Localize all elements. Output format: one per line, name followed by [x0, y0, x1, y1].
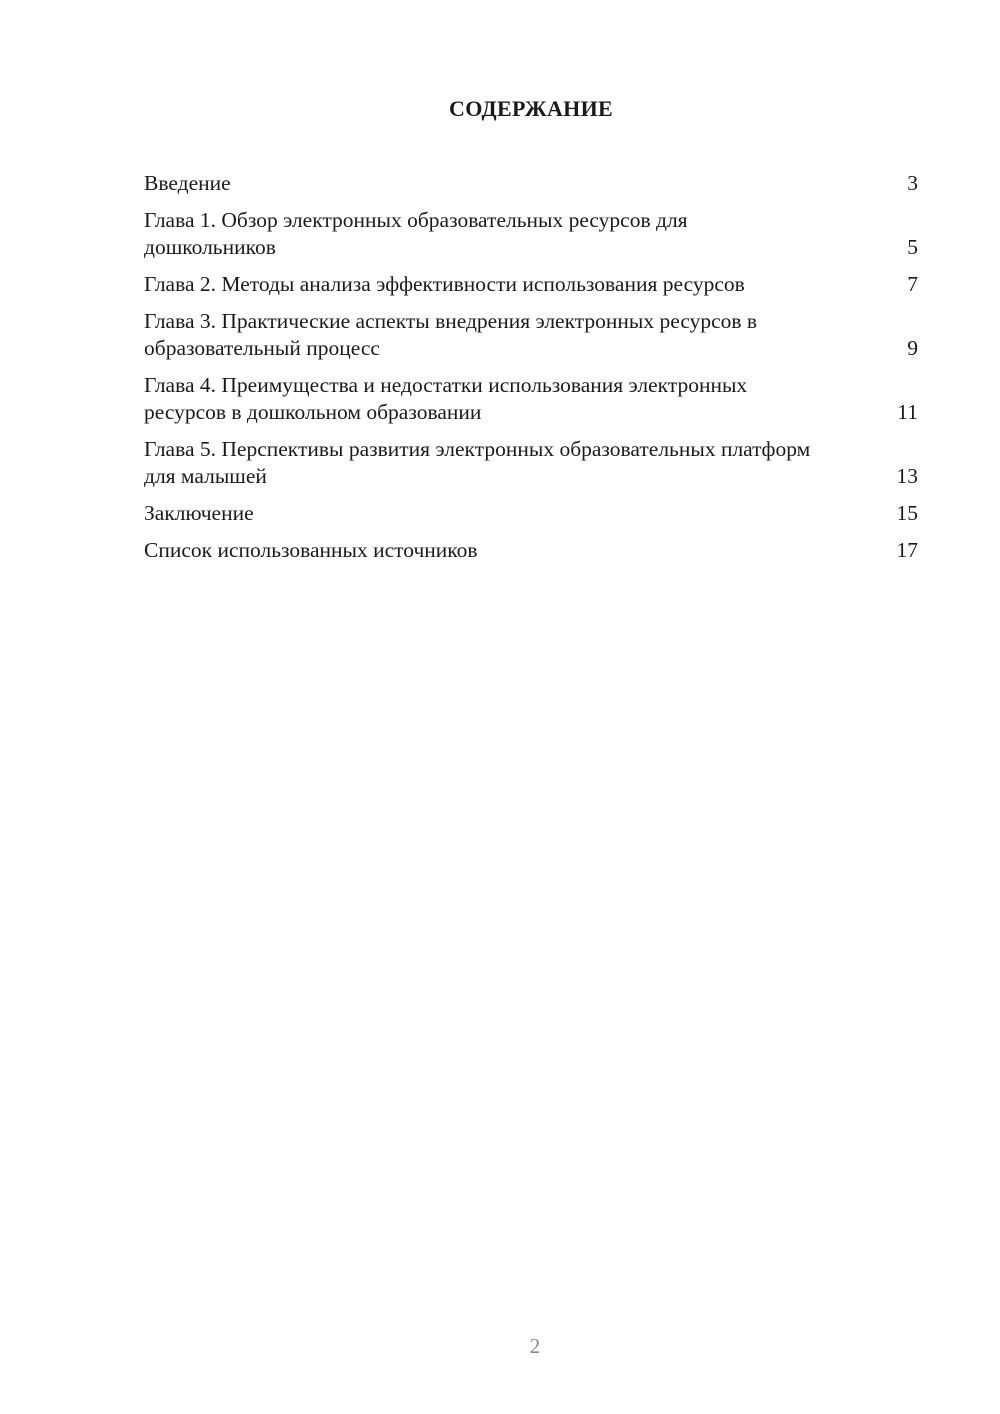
- toc-entry-page-number: 3: [907, 171, 918, 195]
- toc-entry-page-number: 17: [896, 538, 918, 562]
- page-title: СОДЕРЖАНИЕ: [449, 96, 613, 121]
- toc-entry-chapter-1: [144, 207, 918, 261]
- toc-entry-label: Заключение: [144, 501, 254, 525]
- toc-entry-page-number: 13: [896, 464, 918, 488]
- toc-entry-label: Глава 1. Обзор электронных образовательных ресурсов для дошкольников: [144, 208, 688, 259]
- toc-entry-conclusion: [144, 500, 918, 527]
- toc-entry-page-number: 9: [907, 336, 918, 360]
- toc-entry-label: Глава 2. Методы анализа эффективности использования ресурсов: [144, 272, 745, 296]
- toc-entry-page-number: 11: [897, 400, 918, 424]
- toc-entry-label: Глава 5. Перспективы развития электронных образовательных платформ для малышей: [144, 437, 811, 488]
- toc-entry-chapter-2: [144, 271, 918, 298]
- toc-entry-label: Глава 4. Преимущества и недостатки использования электронных ресурсов в дошкольном образовании: [144, 373, 748, 424]
- toc-entry-references: [144, 537, 918, 564]
- table-of-contents: [144, 170, 918, 574]
- page-number: 2: [529, 1334, 541, 1358]
- toc-entry-introduction: [144, 170, 918, 197]
- toc-entry-chapter-3: [144, 308, 918, 362]
- toc-entry-label: Список использованных источников: [144, 538, 478, 562]
- toc-entry-page-number: 7: [907, 272, 918, 296]
- toc-entry-chapter-5: [144, 436, 918, 490]
- toc-entry-label: Глава 3. Практические аспекты внедрения электронных ресурсов в образовательный процесс: [144, 309, 758, 360]
- toc-entry-page-number: 5: [907, 235, 918, 259]
- toc-entry-label: Введение: [144, 171, 231, 195]
- toc-entry-page-number: 15: [896, 501, 918, 525]
- toc-entry-chapter-4: [144, 372, 918, 426]
